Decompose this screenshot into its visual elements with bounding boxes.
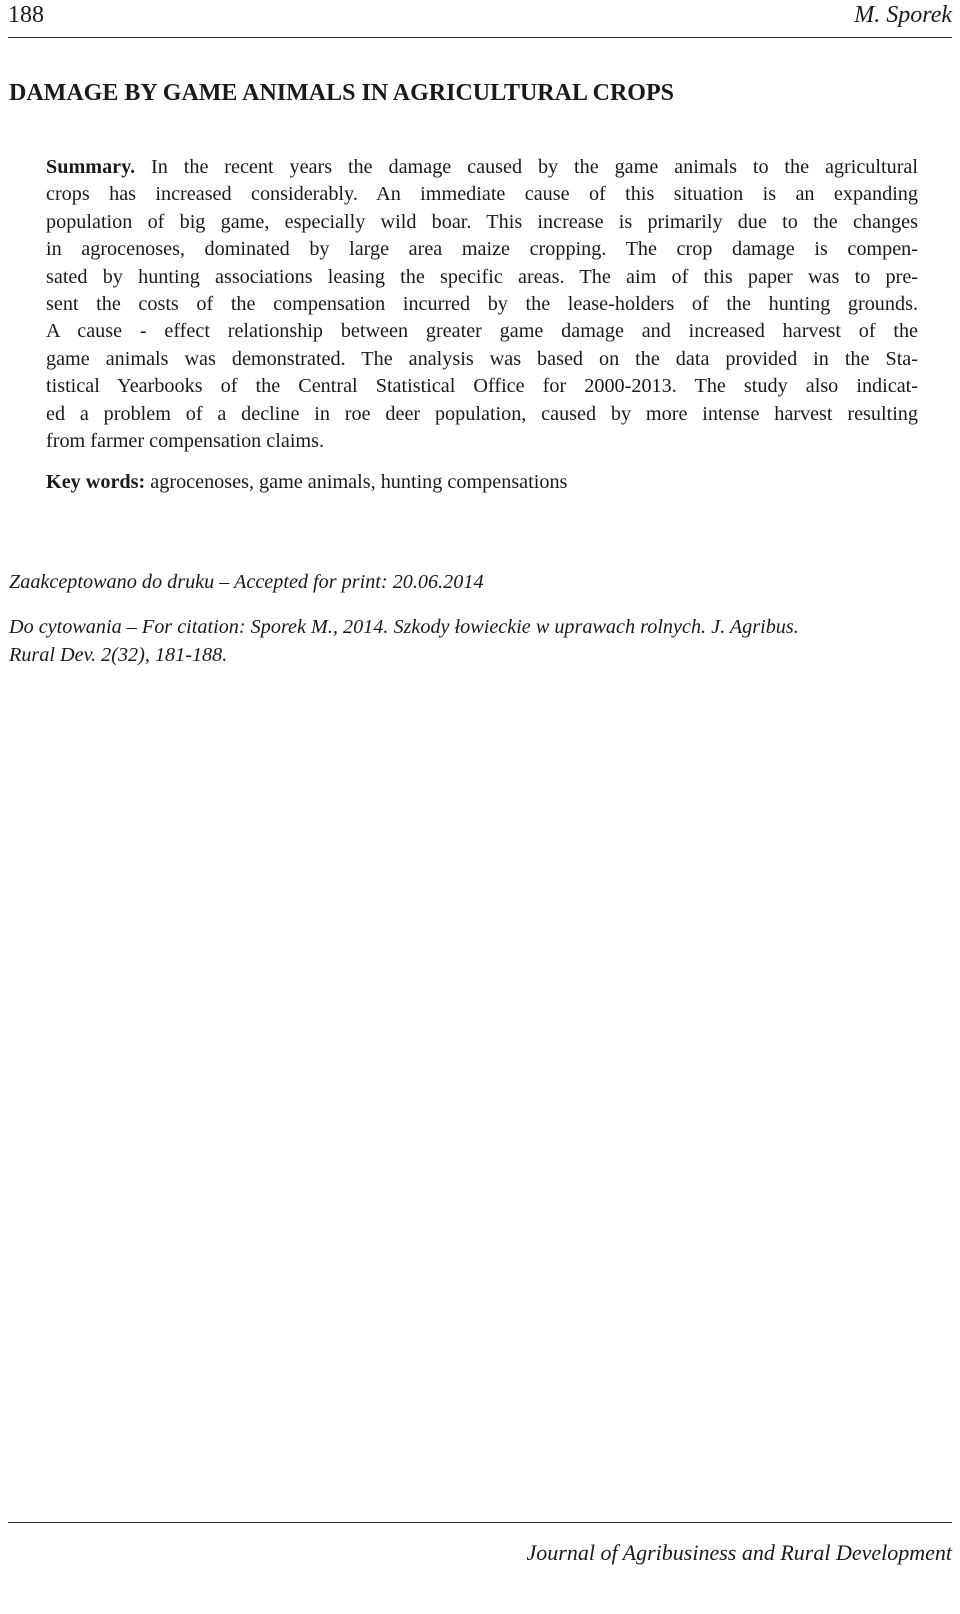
summary-line <box>46 154 918 181</box>
running-head-author: M. Sporek <box>854 2 952 28</box>
summary-paragraph <box>46 154 918 455</box>
summary-line: game animals was demonstrated. The analysis was based on the data provided in the Sta- <box>46 347 918 370</box>
citation-line-2: Rural Dev. 2(32), 181-188. <box>9 644 228 666</box>
citation <box>9 613 924 669</box>
summary-line: in agrocenoses, dominated by large area maize cropping. The crop damage is compen- <box>46 238 918 261</box>
summary-line: crops has increased considerably. An immediate cause of this situation is an expanding <box>46 183 918 206</box>
keywords-text: agrocenoses, game animals, hunting compensations <box>145 471 568 493</box>
article-title: DAMAGE BY GAME ANIMALS IN AGRICULTURAL CROPS <box>9 80 674 106</box>
footer-divider <box>8 1522 952 1523</box>
summary-line: tistical Yearbooks of the Central Statistical Office for 2000-2013. The study also indicat- <box>46 375 918 398</box>
header-divider <box>8 37 952 38</box>
summary-line: sent the costs of the compensation incurred by the lease-holders of the hunting grounds. <box>46 293 918 316</box>
citation-line-1: Do cytowania – For citation: Sporek M., 2014. Szkody łowieckie w uprawach rolnych. J. Agribus. <box>9 616 799 638</box>
summary-line: A cause - effect relationship between greater game damage and increased harvest of the <box>46 320 918 343</box>
summary-line: from farmer compensation claims. <box>46 430 325 453</box>
summary-line-text: In the recent years the damage caused by the game animals to the agricultural <box>135 156 918 178</box>
keywords <box>46 468 567 496</box>
page-number: 188 <box>8 2 44 28</box>
accepted-date: Zaakceptowano do druku – Accepted for print: 20.06.2014 <box>9 571 484 593</box>
keywords-label: Key words: <box>46 471 146 493</box>
summary-label: Summary. <box>46 156 136 178</box>
summary-line: population of big game, especially wild boar. This increase is primarily due to the changes <box>46 210 918 233</box>
journal-name: Journal of Agribusiness and Rural Development <box>526 1540 952 1565</box>
summary-line: sated by hunting associations leasing the specific areas. The aim of this paper was to pre- <box>46 265 918 288</box>
summary-line: ed a problem of a decline in roe deer population, caused by more intense harvest resulting <box>46 402 918 425</box>
